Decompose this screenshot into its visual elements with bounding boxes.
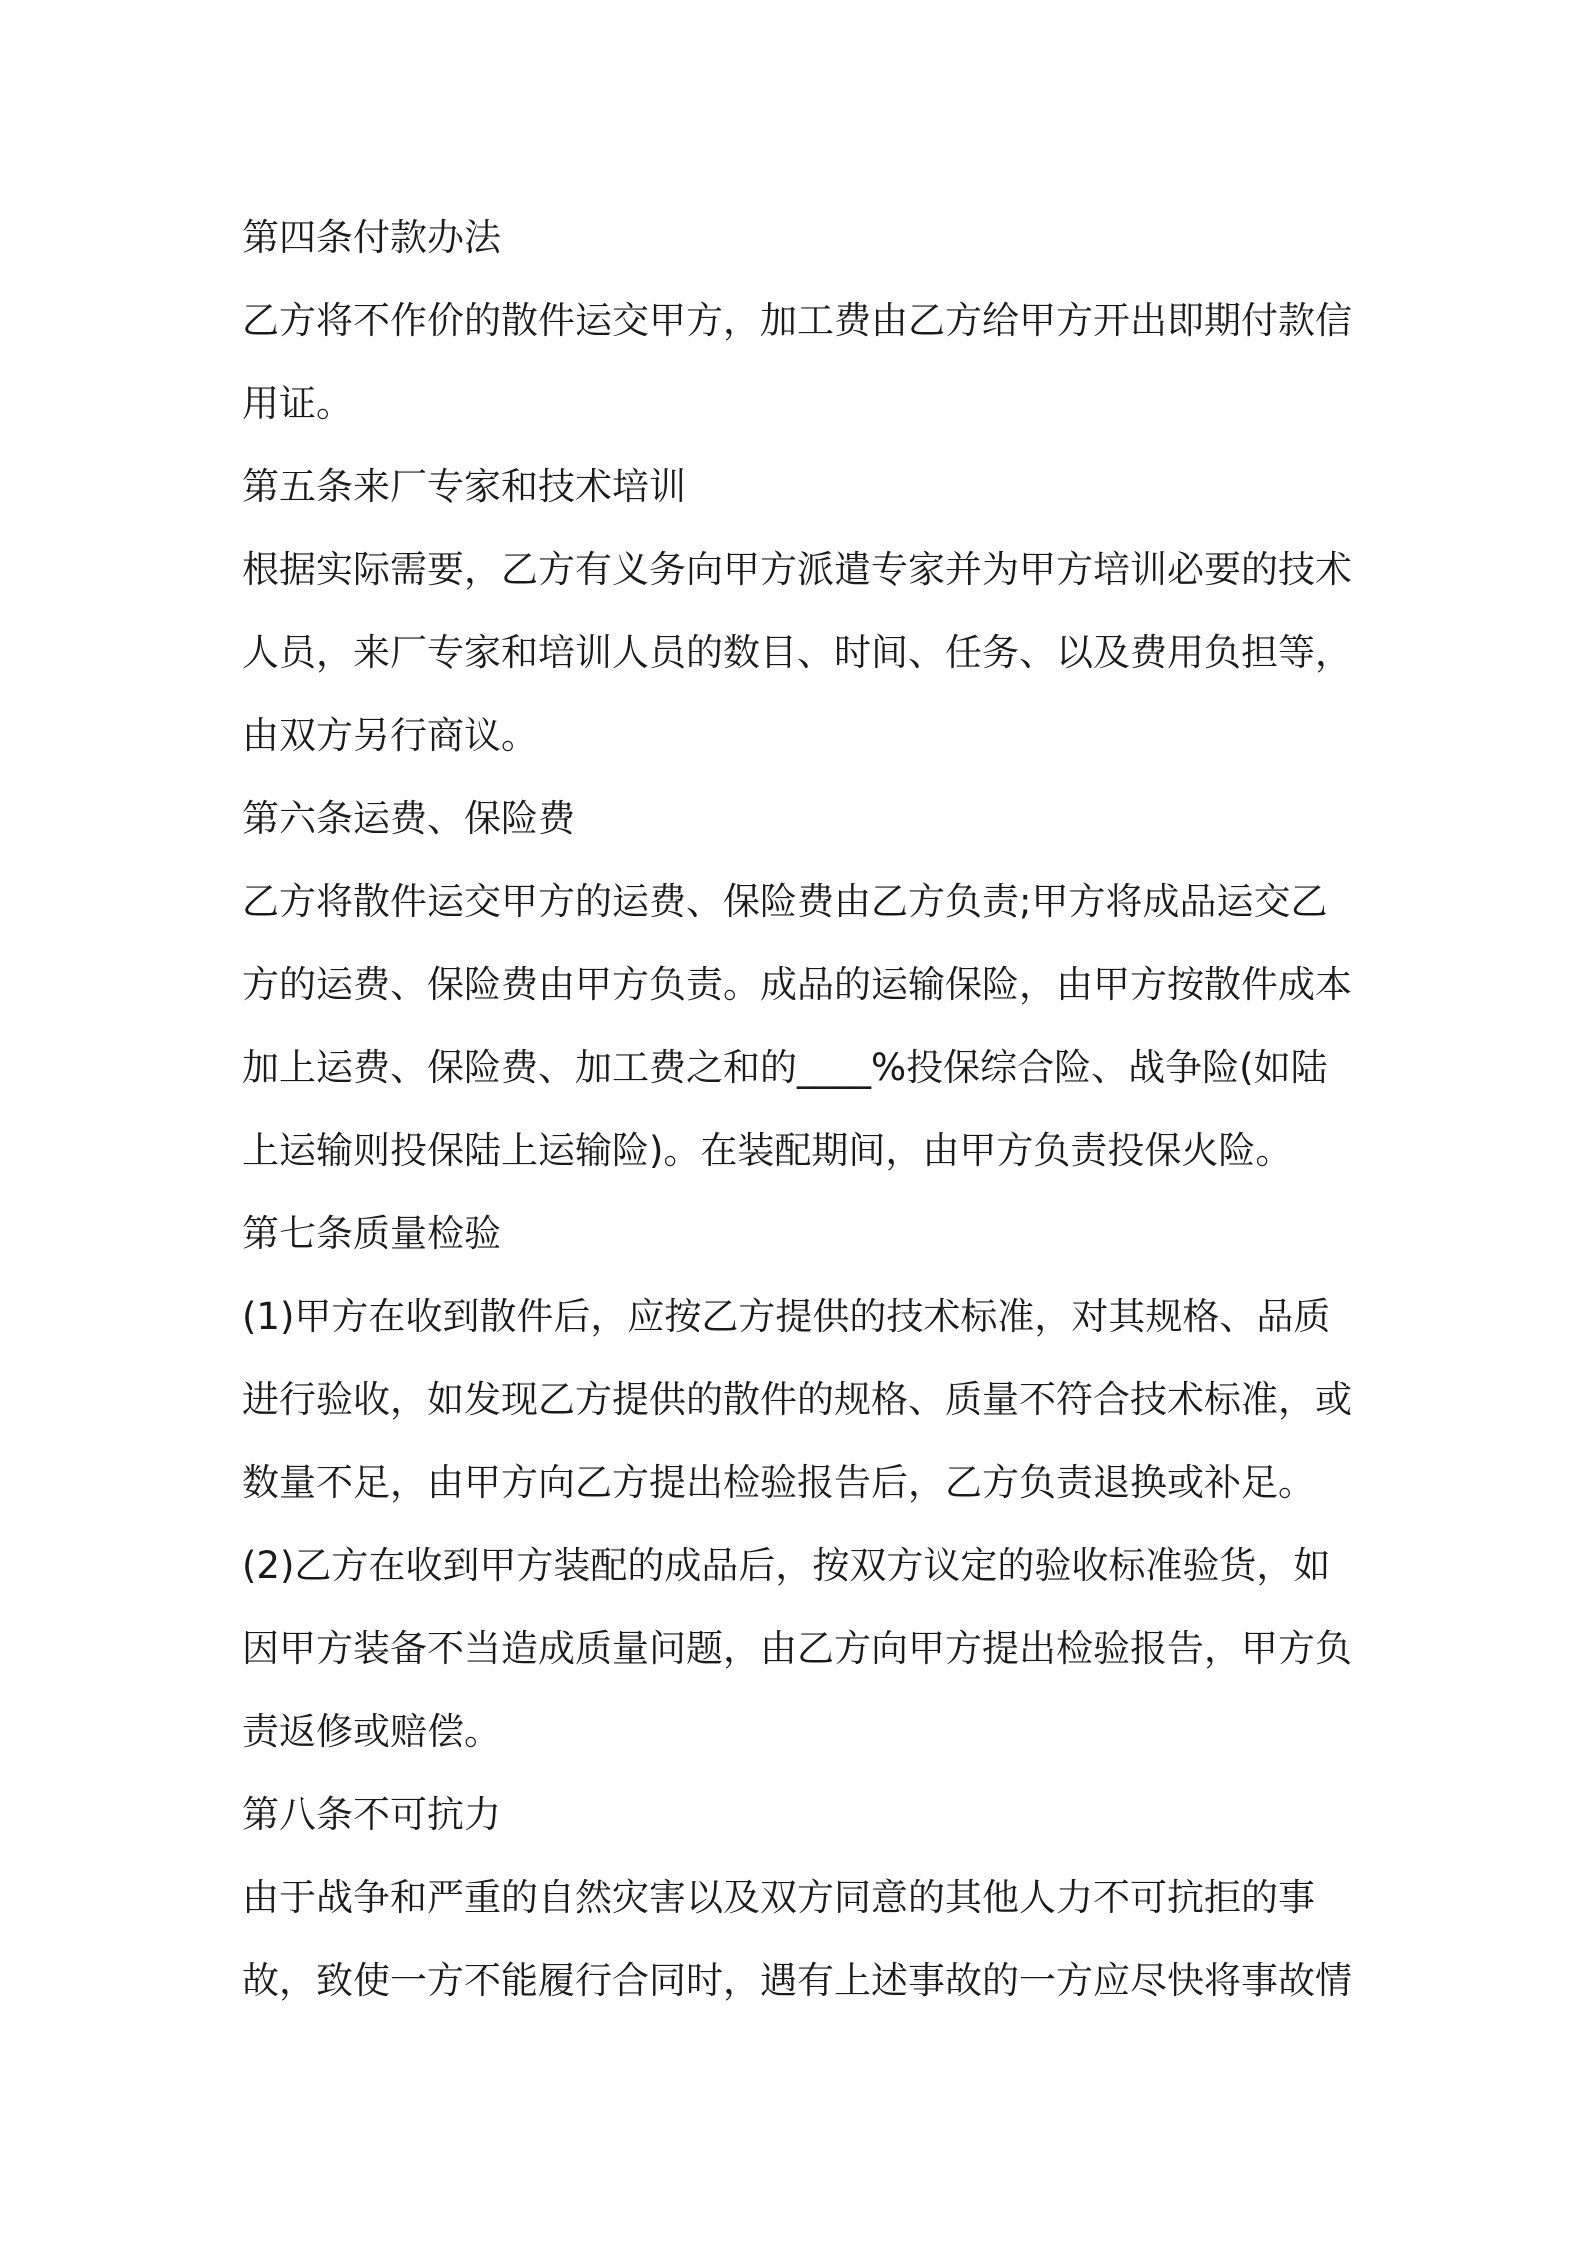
article-5-text-line-1: 根据实际需要，乙方有义务向甲方派遣专家并为甲方培训必要的技术 xyxy=(242,548,1352,591)
article-8-text-line-2: 故，致使一方不能履行合同时，遇有上述事故的一方应尽快将事故情 xyxy=(242,1959,1352,2002)
article-6-text-line-1: 乙方将散件运交甲方的运费、保险费由乙方负责;甲方将成品运交乙 xyxy=(242,880,1328,923)
article-6-text-line-3: 加上运费、保险费、加工费之和的____%投保综合险、战争险(如陆 xyxy=(242,1046,1328,1089)
article-7-clause-1-line-1: (1)甲方在收到散件后，应按乙方提供的技术标准，对其规格、品质 xyxy=(242,1295,1331,1338)
article-5-text-line-3: 由双方另行商议。 xyxy=(242,714,538,757)
article-5-heading: 第五条来厂专家和技术培训 xyxy=(242,465,686,508)
article-7-clause-1-line-3: 数量不足，由甲方向乙方提出检验报告后，乙方负责退换或补足。 xyxy=(242,1461,1315,1504)
article-4-text-line-2: 用证。 xyxy=(242,382,353,425)
article-7-heading: 第七条质量检验 xyxy=(242,1212,501,1255)
article-4-heading: 第四条付款办法 xyxy=(242,216,501,259)
article-6-text-line-4: 上运输则投保陆上运输险)。在装配期间，由甲方负责投保火险。 xyxy=(242,1129,1293,1172)
article-6-heading: 第六条运费、保险费 xyxy=(242,797,575,840)
article-7-clause-2-line-1: (2)乙方在收到甲方装配的成品后，按双方议定的验收标准验货，如 xyxy=(242,1544,1331,1587)
article-5-text-line-2: 人员，来厂专家和培训人员的数目、时间、任务、以及费用负担等， xyxy=(242,631,1352,674)
article-7-clause-2-line-2: 因甲方装备不当造成质量问题，由乙方向甲方提出检验报告，甲方负 xyxy=(242,1627,1352,1670)
article-7-clause-1-line-2: 进行验收，如发现乙方提供的散件的规格、质量不符合技术标准，或 xyxy=(242,1378,1352,1421)
article-4-text-line-1: 乙方将不作价的散件运交甲方，加工费由乙方给甲方开出即期付款信 xyxy=(242,299,1352,342)
article-7-clause-2-line-3: 责返修或赔偿。 xyxy=(242,1710,501,1753)
article-8-text-line-1: 由于战争和严重的自然灾害以及双方同意的其他人力不可抗拒的事 xyxy=(242,1876,1315,1919)
article-8-heading: 第八条不可抗力 xyxy=(242,1793,501,1836)
article-6-text-line-2: 方的运费、保险费由甲方负责。成品的运输保险，由甲方按散件成本 xyxy=(242,963,1352,1006)
document-body xyxy=(242,196,1364,2022)
